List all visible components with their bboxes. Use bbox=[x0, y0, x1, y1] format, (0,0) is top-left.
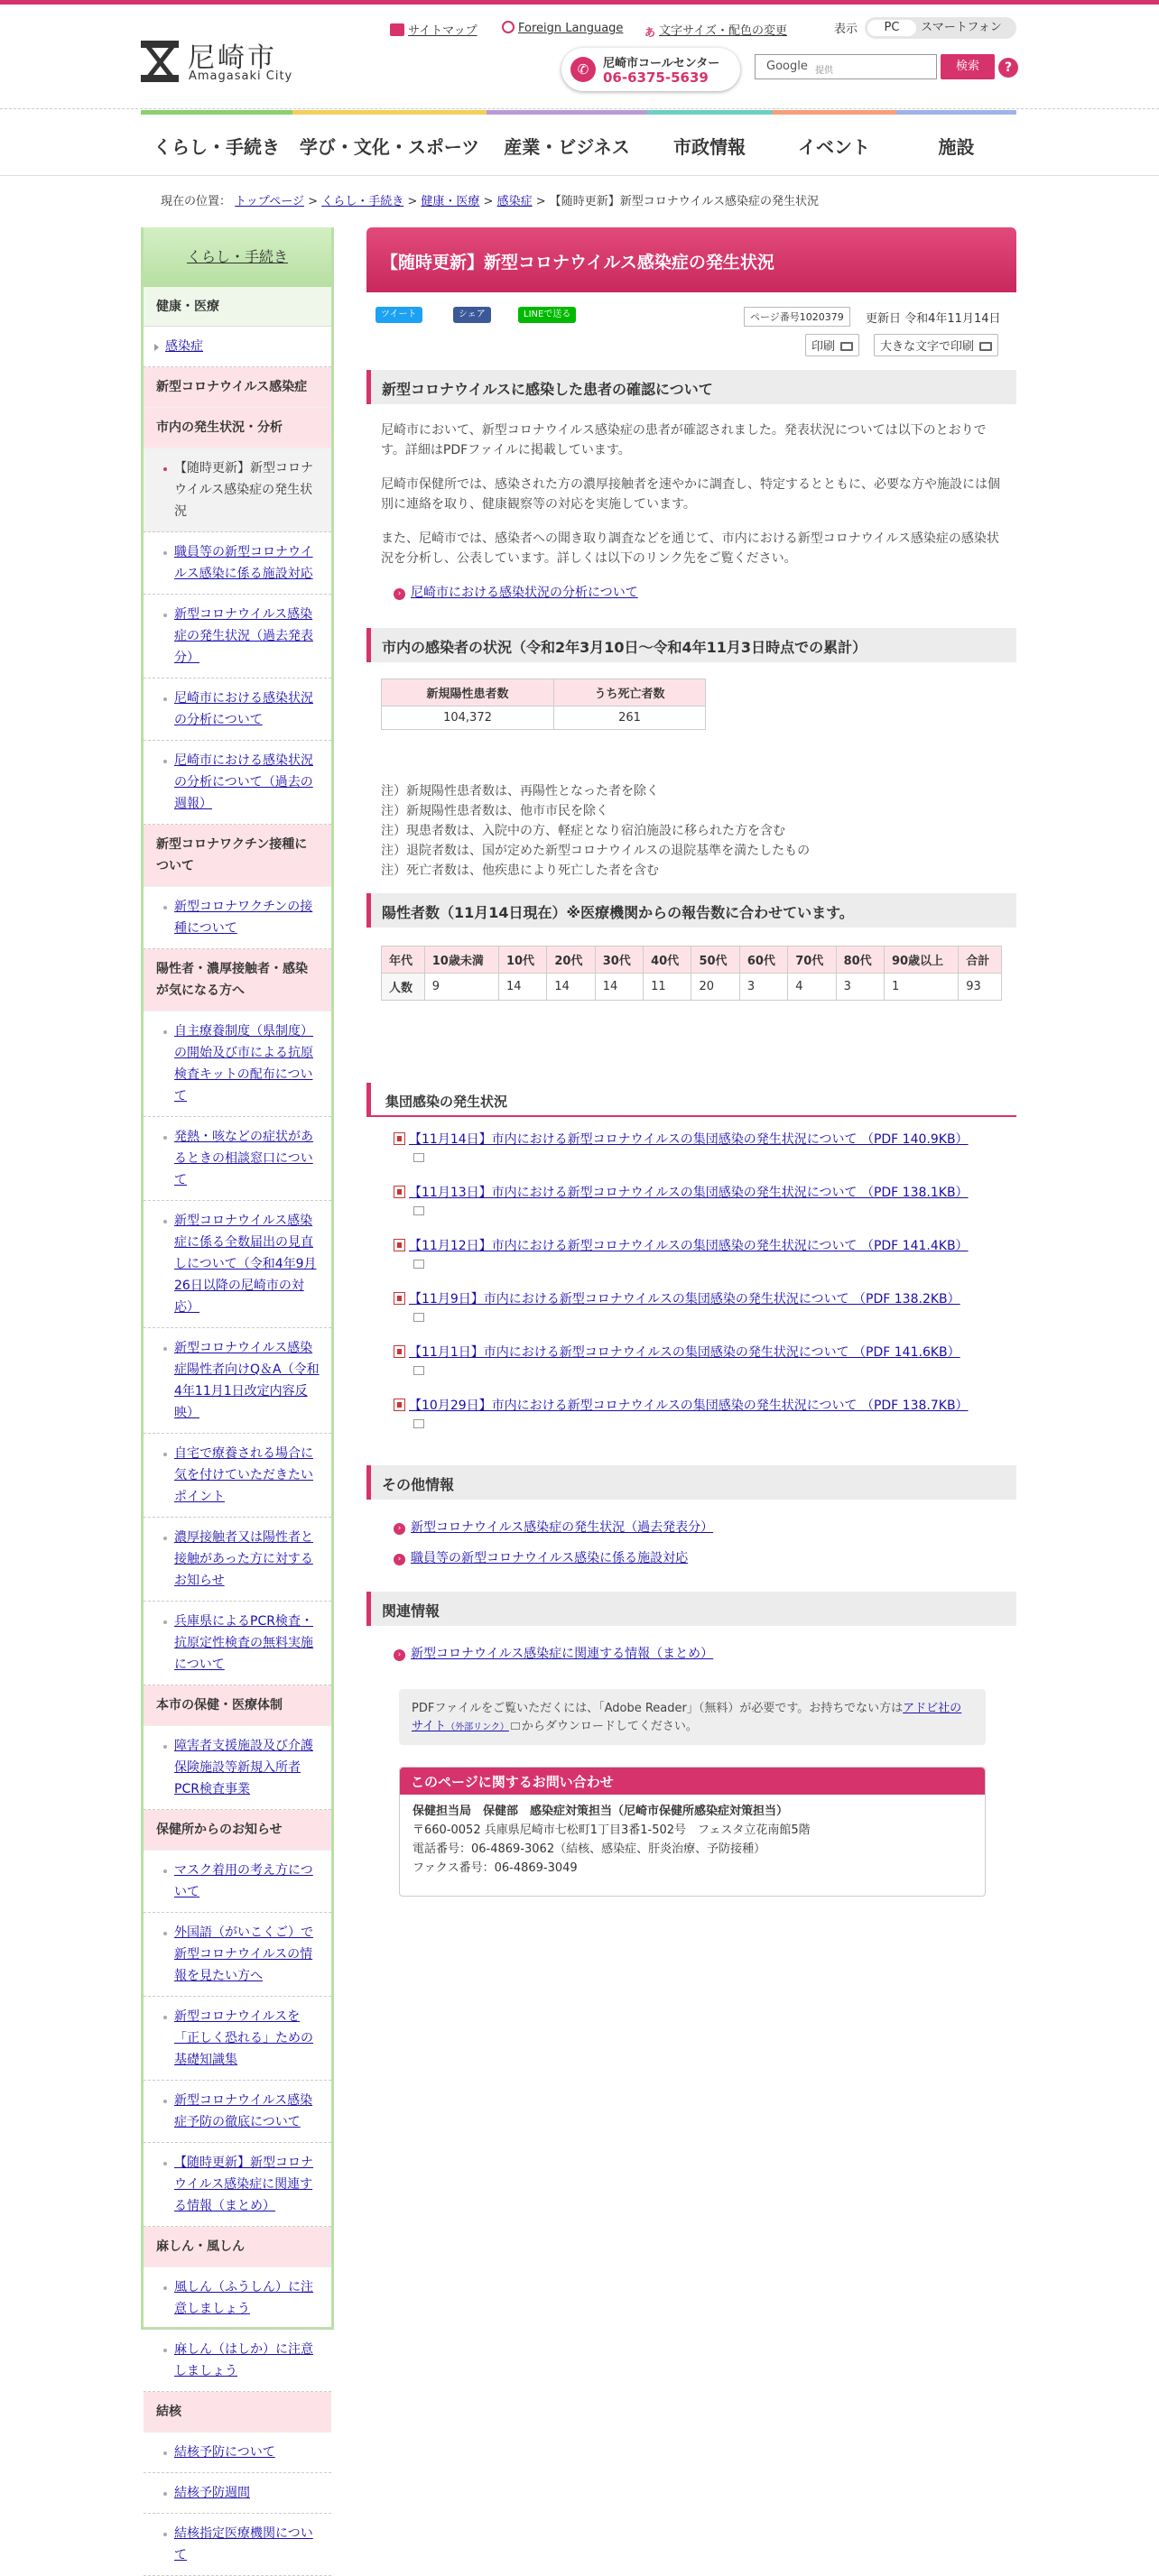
sidebar-item-link[interactable]: 尼崎市における感染状況の分析について bbox=[174, 691, 313, 727]
pdf-item[interactable] bbox=[394, 1396, 969, 1428]
age-header: 10代 bbox=[498, 946, 546, 974]
sidebar-item-link[interactable]: 外国語（がいこくご）で新型コロナウイルスの情報を見たい方へ bbox=[174, 1925, 313, 1983]
sidebar-item-link[interactable]: 結核指定医療機関について bbox=[174, 2526, 313, 2562]
foreign-language-link[interactable]: Foreign Language bbox=[518, 22, 624, 35]
contact-tel: 電話番号：06-4869-3062（結核、感染症、肝炎治療、予防接種） bbox=[413, 1842, 766, 1856]
sidebar-item[interactable] bbox=[144, 1518, 331, 1602]
sidebar-item-link[interactable]: 尼崎市における感染状況の分析について（過去の週報） bbox=[174, 753, 313, 811]
death-count: 261 bbox=[553, 706, 705, 730]
sidebar-category: 本市の保健・医療体制 bbox=[144, 1685, 331, 1726]
sidebar-item-link[interactable]: 自主療養制度（県制度）の開始及び市による抗原検査キットの配布について bbox=[174, 1024, 313, 1103]
printer-icon bbox=[840, 342, 853, 351]
note-item: 注）現患者数は、入院中の方、軽症となり宿泊施設に移られた方を含む bbox=[381, 824, 785, 838]
sidebar-item-current: 【随時更新】新型コロナウイルス感染症の発生状況 bbox=[144, 448, 331, 532]
sidebar-item[interactable] bbox=[144, 2330, 331, 2392]
pdf-icon bbox=[394, 1292, 405, 1305]
breadcrumb-sep: > bbox=[535, 195, 546, 208]
age-header: 60代 bbox=[739, 946, 787, 974]
city-emblem-icon bbox=[141, 41, 179, 82]
age-header: 30代 bbox=[595, 946, 643, 974]
gnav-label: イベント bbox=[798, 136, 870, 158]
gnav-label: 学び・文化・スポーツ bbox=[299, 136, 480, 158]
pdf-icon bbox=[394, 1239, 405, 1251]
contact-box bbox=[399, 1767, 986, 1897]
sidebar-item[interactable] bbox=[144, 1201, 331, 1328]
sidebar-item-link[interactable]: 麻しん（はしか）に注意しましょう bbox=[174, 2342, 313, 2378]
sidebar-item[interactable] bbox=[144, 2433, 331, 2473]
sidebar-item-link[interactable]: 風しん（ふうしん）に注意しましょう bbox=[174, 2280, 313, 2316]
age-header: 20代 bbox=[547, 946, 595, 974]
sidebar-item[interactable] bbox=[144, 2143, 331, 2227]
sidebar-item[interactable] bbox=[144, 1434, 331, 1518]
sidebar-item-link[interactable]: 【随時更新】新型コロナウイルス感染症に関連する情報（まとめ） bbox=[174, 2156, 313, 2213]
sidebar-item[interactable] bbox=[144, 1602, 331, 1685]
age-cell: 11 bbox=[644, 974, 691, 1001]
sidebar-item[interactable] bbox=[144, 1851, 331, 1913]
sidebar-item-link[interactable]: 発熱・咳などの症状があるときの相談窓口について bbox=[174, 1130, 313, 1187]
pdf-note-text: PDFファイルをご覧いただくには、「Adobe Reader」（無料）が必要です。お持ちでない方は bbox=[412, 1702, 904, 1715]
other-link-2[interactable] bbox=[394, 1548, 688, 1566]
sidebar-category: 新型コロナワクチン接種について bbox=[144, 825, 331, 887]
font-size-icon: あ bbox=[644, 26, 656, 39]
sidebar-item[interactable] bbox=[144, 532, 331, 595]
search-button[interactable]: 検索 bbox=[941, 54, 995, 79]
paragraph-3: また、尼崎市では、感染者への聞き取り調査などを通じて、市内における新型コロナウイルス感染症の感染状況を分析し、公表しています。詳しくは以下のリンク先をご覧ください。 bbox=[381, 531, 999, 566]
sidebar-groups bbox=[144, 367, 331, 2576]
pdf-item[interactable] bbox=[394, 1343, 960, 1375]
new-window-icon bbox=[413, 1419, 424, 1428]
sidebar-item[interactable] bbox=[144, 887, 331, 949]
sidebar-category: 市内の発生状況・分析 bbox=[144, 408, 331, 448]
phone-icon: ✆ bbox=[570, 57, 596, 82]
breadcrumb-top[interactable]: トップページ bbox=[235, 195, 304, 208]
age-row-label: 人数 bbox=[382, 974, 425, 1001]
sidebar-link-label[interactable]: 感染症 bbox=[165, 339, 203, 354]
util-sitemap[interactable] bbox=[390, 21, 478, 38]
sidebar-item-link[interactable]: 新型コロナウイルス感染症に係る全数届出の見直しについて（令和4年9月26日以降の尼崎市の対応） bbox=[174, 1214, 317, 1315]
section-heading-ruikei: 市内の感染者の状況（令和2年3月10日～令和4年11月3日時点での累計） bbox=[366, 628, 1016, 662]
print-label: 印刷 bbox=[811, 340, 836, 354]
sidebar-item[interactable] bbox=[144, 1328, 331, 1434]
gnav-label: 施設 bbox=[938, 136, 975, 158]
related-link[interactable] bbox=[394, 1644, 713, 1662]
paragraph-2: 尼崎市保健所では、感染された方の濃厚接触者を速やかに調査し、特定するとともに、必要な方や施設には個別に連絡を取り、健康観察等の対応を実施しています。 bbox=[381, 477, 1000, 512]
search-input[interactable]: 提供 bbox=[815, 66, 833, 76]
line-send-button[interactable]: LINEで送る bbox=[518, 307, 576, 323]
sidebar-item-link[interactable]: 兵庫県によるPCR検査・抗原定性検査の無料実施について bbox=[174, 1614, 313, 1672]
contact-dept: 保健担当局 保健部 感染症対策担当（尼崎市保健所感染症対策担当） bbox=[413, 1805, 789, 1818]
pdf-item[interactable] bbox=[394, 1183, 969, 1215]
sidebar-item[interactable] bbox=[144, 595, 331, 679]
sidebar-item[interactable] bbox=[144, 1997, 331, 2081]
header bbox=[0, 5, 1159, 108]
sidebar-item[interactable] bbox=[144, 1117, 331, 1201]
pdf-item[interactable] bbox=[394, 1236, 969, 1269]
sidebar-section: 健康・医療 bbox=[144, 287, 331, 327]
pdf-icon bbox=[394, 1399, 405, 1411]
facebook-share-button[interactable]: シェア bbox=[453, 307, 491, 323]
print-large-label: 大きな文字で印刷 bbox=[880, 340, 975, 354]
note-item: 注）退院者数は、国が定めた新型コロナウイルスの退院基準を満たしたもの bbox=[381, 844, 811, 858]
sidebar bbox=[141, 227, 334, 2562]
sidebar-link-kansensho[interactable] bbox=[144, 327, 331, 367]
note-item: 注）新規陽性患者数は、他市市民を除く bbox=[381, 804, 608, 818]
cumulative-table bbox=[381, 679, 706, 730]
positive-count: 104,372 bbox=[382, 706, 554, 730]
arrow-right-icon: › bbox=[394, 1554, 405, 1565]
sidebar-item-link[interactable]: 結核予防について bbox=[174, 2445, 275, 2460]
age-header: 50代 bbox=[691, 946, 739, 974]
age-cell: 14 bbox=[595, 974, 643, 1001]
sidebar-head-link[interactable]: くらし・手続き bbox=[186, 248, 288, 265]
new-window-icon bbox=[413, 1260, 424, 1269]
display-toggle[interactable] bbox=[865, 17, 1016, 39]
age-cell: 4 bbox=[788, 974, 836, 1001]
pdf-link[interactable]: 【11月13日】市内における新型コロナウイルスの集団感染の発生状況について （PDF 138.1KB） bbox=[409, 1186, 969, 1200]
age-header: 合計 bbox=[959, 946, 1002, 974]
print-large-button[interactable] bbox=[874, 334, 998, 356]
new-window-icon bbox=[413, 1153, 424, 1162]
contact-heading: このページに関するお問い合わせ bbox=[400, 1768, 985, 1795]
contact-address: 〒660-0052 兵庫県尼崎市七松町1丁目3番1-502号 フェスタ立花南館5階 bbox=[413, 1824, 811, 1837]
site-logo[interactable] bbox=[141, 39, 294, 89]
util-foreign[interactable] bbox=[502, 21, 623, 35]
sidebar-item[interactable] bbox=[144, 679, 331, 741]
new-window-icon bbox=[413, 1313, 424, 1322]
sidebar-item-link[interactable]: マスク着用の考え方について bbox=[174, 1863, 313, 1899]
sidebar-category: 結核 bbox=[144, 2392, 331, 2433]
call-center-box[interactable] bbox=[561, 48, 740, 91]
sitemap-icon bbox=[390, 23, 404, 36]
gnav-kurashi[interactable] bbox=[141, 110, 292, 173]
age-header: 90歳以上 bbox=[884, 946, 958, 974]
analysis-link[interactable] bbox=[394, 583, 638, 601]
pdf-link[interactable]: 【11月9日】市内における新型コロナウイルスの集団感染の発生状況について （PDF 138.2KB） bbox=[409, 1292, 960, 1306]
age-cell: 9 bbox=[424, 974, 498, 1001]
sidebar-item[interactable] bbox=[144, 1011, 331, 1117]
age-header: 80代 bbox=[836, 946, 884, 974]
pdf-note-text: からダウンロードしてください。 bbox=[521, 1720, 698, 1733]
pdf-link[interactable]: 【11月1日】市内における新型コロナウイルスの集団感染の発生状況について （PDF 141.6KB） bbox=[409, 1345, 960, 1360]
globe-icon bbox=[502, 21, 515, 33]
gnav-label: 産業・ビジネス bbox=[504, 136, 630, 158]
pdf-link[interactable]: 【10月29日】市内における新型コロナウイルスの集団感染の発生状況について （PDF 138.7KB） bbox=[409, 1399, 969, 1413]
search-box bbox=[755, 54, 937, 79]
sidebar-category: 麻しん・風しん bbox=[144, 2227, 331, 2267]
arrow-right-icon: › bbox=[394, 588, 405, 600]
other-link-label[interactable]: 新型コロナウイルス感染症の発生状況（過去発表分） bbox=[411, 1520, 714, 1535]
breadcrumb bbox=[161, 191, 819, 208]
section-heading-kakunin: 新型コロナウイルスに感染した患者の確認について bbox=[366, 370, 1016, 404]
analysis-link-label[interactable]: 尼崎市における感染状況の分析について bbox=[411, 586, 638, 600]
age-cell: 14 bbox=[498, 974, 546, 1001]
external-link-icon bbox=[511, 1722, 520, 1730]
age-cell: 93 bbox=[959, 974, 1002, 1001]
new-window-icon bbox=[413, 1366, 424, 1375]
updated-date: 更新日 令和4年11月14日 bbox=[866, 312, 1001, 326]
sidebar-category: 新型コロナウイルス感染症 bbox=[144, 367, 331, 408]
breadcrumb-prefix: 現在の位置： bbox=[161, 195, 232, 208]
main-content bbox=[366, 227, 1016, 1875]
external-link-label[interactable]: （外部リンク） bbox=[446, 1722, 509, 1732]
section-heading-other: その他情報 bbox=[366, 1465, 1016, 1500]
section-heading-cluster: 集団感染の発生状況 bbox=[366, 1083, 1016, 1117]
sitemap-link[interactable]: サイトマップ bbox=[408, 24, 478, 38]
sidebar-item-link[interactable]: 自宅で療養される場合に気を付けていただきたいポイント bbox=[174, 1446, 313, 1504]
breadcrumb-sep: > bbox=[483, 195, 494, 208]
breadcrumb-sep: > bbox=[308, 195, 319, 208]
call-center-phone: 06-6375-5639 bbox=[603, 69, 709, 86]
gnav-label: くらし・手続き bbox=[153, 136, 280, 158]
sidebar-item-link[interactable]: 障害者支援施設及び介護保険施設等新規入所者PCR検査事業 bbox=[174, 1739, 313, 1796]
util-fontsize[interactable] bbox=[644, 21, 787, 38]
search-brand: Google bbox=[766, 60, 808, 73]
sidebar-item-link[interactable]: 新型コロナウイルス感染症の発生状況（過去発表分） bbox=[174, 607, 313, 665]
sidebar-item[interactable] bbox=[144, 1726, 331, 1810]
section-heading-related: 関連情報 bbox=[366, 1592, 1016, 1626]
sidebar-item[interactable] bbox=[144, 2081, 331, 2143]
table-header: 新規陽性患者数 bbox=[382, 679, 554, 706]
age-header: 年代 bbox=[382, 946, 425, 974]
pdf-reader-note bbox=[399, 1689, 986, 1745]
age-header: 10歳未満 bbox=[424, 946, 498, 974]
arrow-right-icon: › bbox=[394, 1649, 405, 1661]
section-heading-age: 陽性者数（11月14日現在）※医療機関からの報告数に合わせています。 bbox=[366, 893, 1016, 928]
printer-icon bbox=[979, 342, 992, 351]
gnav-label: 市政情報 bbox=[673, 136, 746, 158]
other-link-label[interactable]: 職員等の新型コロナウイルス感染に係る施設対応 bbox=[411, 1551, 689, 1565]
global-nav bbox=[141, 110, 1016, 173]
display-pc-option[interactable]: PC bbox=[867, 20, 916, 36]
sidebar-item-link[interactable]: 職員等の新型コロナウイルス感染に係る施設対応 bbox=[174, 545, 313, 581]
breadcrumb-kurashi[interactable]: くらし・手続き bbox=[321, 195, 404, 208]
sidebar-item[interactable] bbox=[144, 2514, 331, 2576]
sidebar-item[interactable] bbox=[144, 741, 331, 825]
call-center-title: 尼崎市コールセンター bbox=[603, 57, 720, 70]
pdf-item[interactable] bbox=[394, 1289, 960, 1322]
age-cell: 3 bbox=[739, 974, 787, 1001]
sidebar-category: 陽性者・濃厚接触者・感染が気になる方へ bbox=[144, 949, 331, 1011]
sidebar-item-link[interactable]: 新型コロナウイルス感染症陽性者向けQ＆A（令和4年11月1日改定内容反映） bbox=[174, 1341, 320, 1420]
pdf-link[interactable]: 【11月12日】市内における新型コロナウイルスの集団感染の発生状況について （PDF 141.4KB） bbox=[409, 1239, 969, 1253]
note-item: 注）死亡者数は、他疾患により死亡した者を含む bbox=[381, 863, 659, 878]
age-header: 70代 bbox=[788, 946, 836, 974]
display-sp-option[interactable]: スマートフォン bbox=[921, 21, 1002, 34]
paragraph-1: 尼崎市において、新型コロナウイルス感染症の患者が確認されました。発表状況については以下のとおりです。詳細はPDFファイルに掲載しています。 bbox=[381, 423, 987, 457]
display-label: 表示 bbox=[834, 23, 858, 36]
sidebar-item-link[interactable]: 濃厚接触者又は陽性者と接触があった方に対するお知らせ bbox=[174, 1530, 313, 1588]
sidebar-category: 保健所からのお知らせ bbox=[144, 1810, 331, 1851]
pdf-icon bbox=[394, 1345, 405, 1358]
related-link-label[interactable]: 新型コロナウイルス感染症に関連する情報（まとめ） bbox=[411, 1647, 714, 1661]
sidebar-item[interactable] bbox=[144, 1913, 331, 1997]
age-header: 40代 bbox=[644, 946, 691, 974]
sidebar-item-link[interactable]: 結核予防週間 bbox=[174, 2486, 250, 2500]
age-cell: 3 bbox=[836, 974, 884, 1001]
page-number: ページ番号1020379 bbox=[744, 307, 850, 327]
gnav-sangyo[interactable] bbox=[487, 110, 647, 173]
breadcrumb-kenko[interactable]: 健康・医療 bbox=[421, 195, 480, 208]
header-divider bbox=[0, 108, 1159, 109]
age-cell: 20 bbox=[691, 974, 739, 1001]
gnav-shisei[interactable] bbox=[647, 110, 772, 173]
pdf-icon bbox=[394, 1186, 405, 1198]
age-table bbox=[381, 946, 1002, 1001]
note-item: 注）新規陽性患者数は、再陽性となった者を除く bbox=[381, 784, 659, 799]
breadcrumb-sep: > bbox=[407, 195, 418, 208]
font-size-link[interactable]: 文字サイズ・配色の変更 bbox=[659, 24, 787, 38]
sidebar-item[interactable] bbox=[144, 2267, 331, 2330]
sidebar-item-link[interactable]: 新型コロナウイルスを「正しく恐れる」ための基礎知識集 bbox=[174, 2009, 313, 2067]
sidebar-item[interactable] bbox=[144, 2473, 331, 2514]
sidebar-head bbox=[144, 227, 331, 287]
logo-jp-text: 尼崎市 bbox=[188, 42, 277, 74]
sidebar-item-link[interactable]: 新型コロナウイルス感染症予防の徹底について bbox=[174, 2093, 313, 2129]
gnav-event[interactable] bbox=[772, 110, 896, 173]
adobe-link[interactable]: アドビ社のサイト bbox=[412, 1702, 962, 1733]
pdf-link[interactable]: 【11月14日】市内における新型コロナウイルスの集団感染の発生状況について （PDF 140.9KB） bbox=[409, 1132, 969, 1147]
page-title: 【随時更新】新型コロナウイルス感染症の発生状況 bbox=[366, 227, 1016, 292]
pdf-icon bbox=[394, 1132, 405, 1145]
sidebar-item-link[interactable]: 新型コロナワクチンの接種について bbox=[174, 900, 313, 936]
gnav-shisetsu[interactable] bbox=[896, 110, 1016, 173]
age-cell: 1 bbox=[884, 974, 958, 1001]
breadcrumb-current: 【随時更新】新型コロナウイルス感染症の発生状況 bbox=[549, 195, 820, 208]
help-icon[interactable]: ? bbox=[998, 58, 1018, 78]
notes-list bbox=[381, 781, 810, 881]
contact-fax: ファクス番号：06-4869-3049 bbox=[413, 1861, 578, 1875]
other-link-1[interactable] bbox=[394, 1518, 713, 1536]
tweet-button[interactable]: ツイート bbox=[376, 307, 422, 323]
table-header: うち死亡者数 bbox=[553, 679, 705, 706]
print-button[interactable] bbox=[805, 334, 859, 356]
arrow-right-icon: › bbox=[394, 1523, 405, 1535]
gnav-manabi[interactable] bbox=[292, 110, 487, 173]
gnav-divider bbox=[0, 175, 1159, 176]
age-cell: 14 bbox=[547, 974, 595, 1001]
breadcrumb-kansensho[interactable]: 感染症 bbox=[496, 195, 533, 208]
new-window-icon bbox=[413, 1206, 424, 1215]
pdf-item[interactable] bbox=[394, 1130, 969, 1162]
logo-en-text: Amagasaki City bbox=[189, 69, 293, 83]
